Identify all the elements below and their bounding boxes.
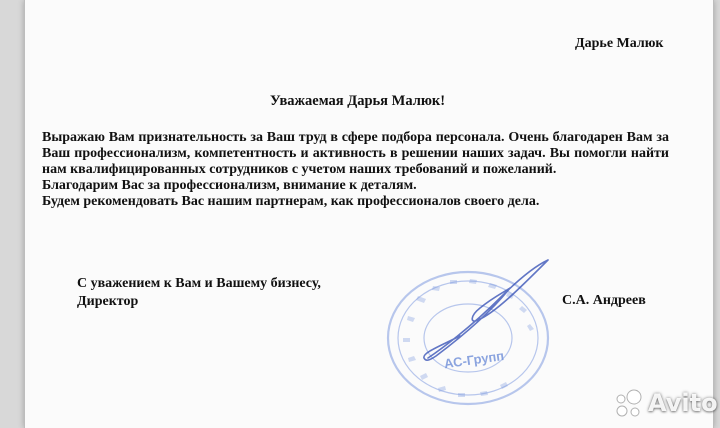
stamp-company-name: АС-Групп <box>443 348 505 372</box>
recipient-name: Дарье Малюк <box>575 36 664 51</box>
director-signature <box>400 258 550 368</box>
paragraph-gratitude: Выражаю Вам признательность за Ваш труд в сфере подбора персонала. Очень благодарен Вам за Ваш профессионализм, компетентность и активность в решении наших задач. Вы помогли найти нам квалифицированных сотрудников с учетом наших требований и пожеланий. <box>42 130 669 177</box>
avito-wordmark: Avito <box>648 389 718 417</box>
letter-greeting: Уважаемая Дарья Малюк! <box>270 93 446 109</box>
signer-title: Директор <box>77 294 139 309</box>
avito-watermark <box>612 386 718 420</box>
letter-page <box>24 0 714 428</box>
paragraph-thanks: Благодарим Вас за профессионализм, внимание к деталям. <box>42 178 417 193</box>
closing-line: С уважением к Вам и Вашему бизнесу, <box>77 276 321 291</box>
letter-body <box>42 130 669 210</box>
signer-name: С.А. Андреев <box>562 293 646 308</box>
paragraph-recommend: Будем рекомендовать Вас нашим партнерам, как профессионалов своего дела. <box>42 194 540 209</box>
avito-logo-icon <box>612 387 644 419</box>
